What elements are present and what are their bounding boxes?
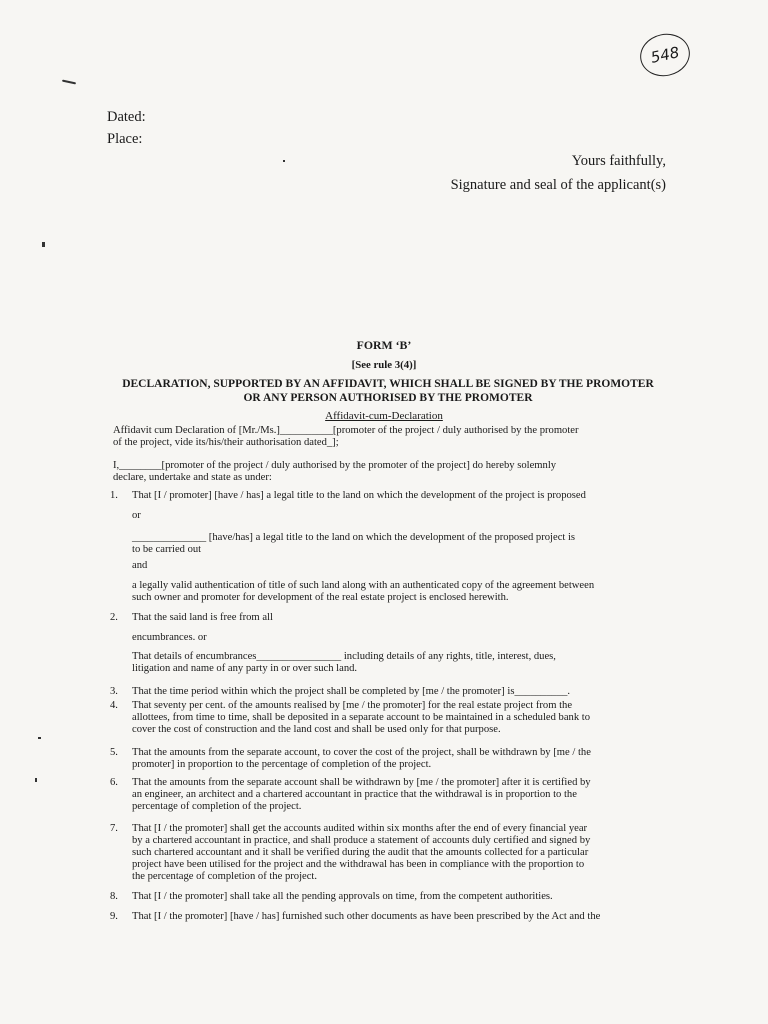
item-line: That details of encumbrances________________ including details of any rights, title, interest, dues, — [132, 651, 556, 662]
form-heading-line-2: OR ANY PERSON AUTHORISED BY THE PROMOTER — [243, 392, 533, 404]
item-line: That the said land is free from all — [132, 612, 273, 623]
item-line: That the time period within which the project shall be completed by [me / the promoter] is__________. — [132, 686, 571, 697]
item-line: the percentage of completion of the project. — [132, 871, 318, 882]
declaration-item — [132, 891, 647, 903]
item-line: allottees, from time to time, shall be deposited in a separate account to be maintained in a scheduled bank to — [132, 712, 591, 723]
item-number: 4. — [110, 700, 118, 711]
item-number: 1. — [110, 490, 118, 501]
item-line: That [I / the promoter] [have / has] furnished such other documents as have been prescribed by the Act and the — [132, 911, 601, 922]
item-line: encumbrances. or — [132, 632, 207, 643]
item-line: percentage of completion of the project. — [132, 801, 302, 812]
item-number: 6. — [110, 777, 118, 788]
item-line: and — [132, 560, 148, 571]
signature-label: Signature and seal of the applicant(s) — [450, 177, 666, 193]
page-number-stamp — [636, 29, 694, 80]
scan-mark — [283, 160, 285, 162]
declaration-item — [132, 911, 647, 923]
item-line: a legally valid authentication of title of such land along with an authenticated copy of the agreement between — [132, 580, 595, 591]
item-line: promoter] in proportion to the percentage of completion of the project. — [132, 759, 432, 770]
form-title: FORM ‘B’ — [356, 338, 412, 352]
intro-line: I,________[promoter of the project / duly authorised by the promoter of the project] do hereby solemnly — [113, 460, 557, 471]
item-line: project have been utilised for the project and the withdrawal has been in compliance with the proportion to — [132, 859, 585, 870]
place-label: Place: — [107, 131, 143, 147]
declaration-item — [132, 823, 647, 883]
form-subheading: Affidavit-cum-Declaration — [325, 410, 443, 422]
dated-label: Dated: — [107, 109, 146, 125]
item-line: That [I / the promoter] shall get the accounts audited within six months after the end of every financial year — [132, 823, 588, 834]
intro-paragraph-1 — [113, 425, 653, 449]
item-line: or — [132, 510, 141, 521]
item-line: That the amounts from the separate account, to cover the cost of the project, shall be withdrawn by [me / the — [132, 747, 591, 758]
item-line: such chartered accountant and it shall be verified during the audit that the amounts collected for a particular — [132, 847, 589, 858]
intro-paragraph-2 — [113, 460, 653, 484]
form-heading-line-1: DECLARATION, SUPPORTED BY AN AFFIDAVIT, WHICH SHALL BE SIGNED BY THE PROMOTER — [122, 378, 654, 390]
item-line: That seventy per cent. of the amounts realised by [me / the promoter] for the real estate project from the — [132, 700, 573, 711]
intro-line: Affidavit cum Declaration of [Mr./Ms.]__________[promoter of the project / duly authorised by the promoter — [113, 425, 579, 436]
declaration-item — [132, 700, 647, 736]
declaration-item — [132, 632, 647, 644]
declaration-item — [132, 651, 647, 675]
item-line: That [I / the promoter] shall take all the pending approvals on time, from the competent authorities. — [132, 891, 553, 902]
intro-line: declare, undertake and state as under: — [113, 472, 272, 483]
scan-mark — [62, 80, 76, 85]
item-number: 9. — [110, 911, 118, 922]
rule-reference: [See rule 3(4)] — [351, 359, 417, 371]
declaration-item — [132, 532, 647, 556]
item-number: 8. — [110, 891, 118, 902]
declaration-item — [132, 777, 647, 813]
item-line: That the amounts from the separate account shall be withdrawn by [me / the promoter] after it is certified by — [132, 777, 591, 788]
declaration-item — [132, 612, 647, 624]
declaration-item — [132, 490, 647, 502]
item-number: 3. — [110, 686, 118, 697]
item-line: by a chartered accountant in practice, and shall produce a statement of accounts duly certified and signed by — [132, 835, 591, 846]
item-number: 7. — [110, 823, 118, 834]
item-line: cover the cost of construction and the land cost and shall be used only for that purpose. — [132, 724, 501, 735]
declaration-item — [132, 747, 647, 771]
declaration-item — [132, 510, 647, 522]
item-line: such owner and promoter for development of the real estate project is enclosed herewith. — [132, 592, 509, 603]
scan-mark — [35, 778, 37, 782]
declaration-item — [132, 560, 647, 572]
closing-text: Yours faithfully, — [571, 153, 666, 169]
item-number: 5. — [110, 747, 118, 758]
item-line: to be carried out — [132, 544, 202, 555]
item-line: an engineer, an architect and a chartered accountant in practice that the withdrawal is in proportion to the — [132, 789, 577, 800]
item-number: 2. — [110, 612, 118, 623]
scan-mark — [38, 737, 41, 739]
item-line: ______________ [have/has] a legal title to the land on which the development of the proposed project is — [132, 532, 576, 543]
stamp-text: 548 — [649, 43, 681, 67]
scan-mark — [42, 242, 45, 247]
item-line: litigation and name of any party in or over such land. — [132, 663, 358, 674]
intro-line: of the project, vide its/his/their authorisation dated_]; — [113, 437, 339, 448]
item-line: That [I / promoter] [have / has] a legal title to the land on which the development of the project is proposed — [132, 490, 586, 501]
declaration-item — [132, 686, 647, 698]
declaration-item — [132, 580, 647, 604]
